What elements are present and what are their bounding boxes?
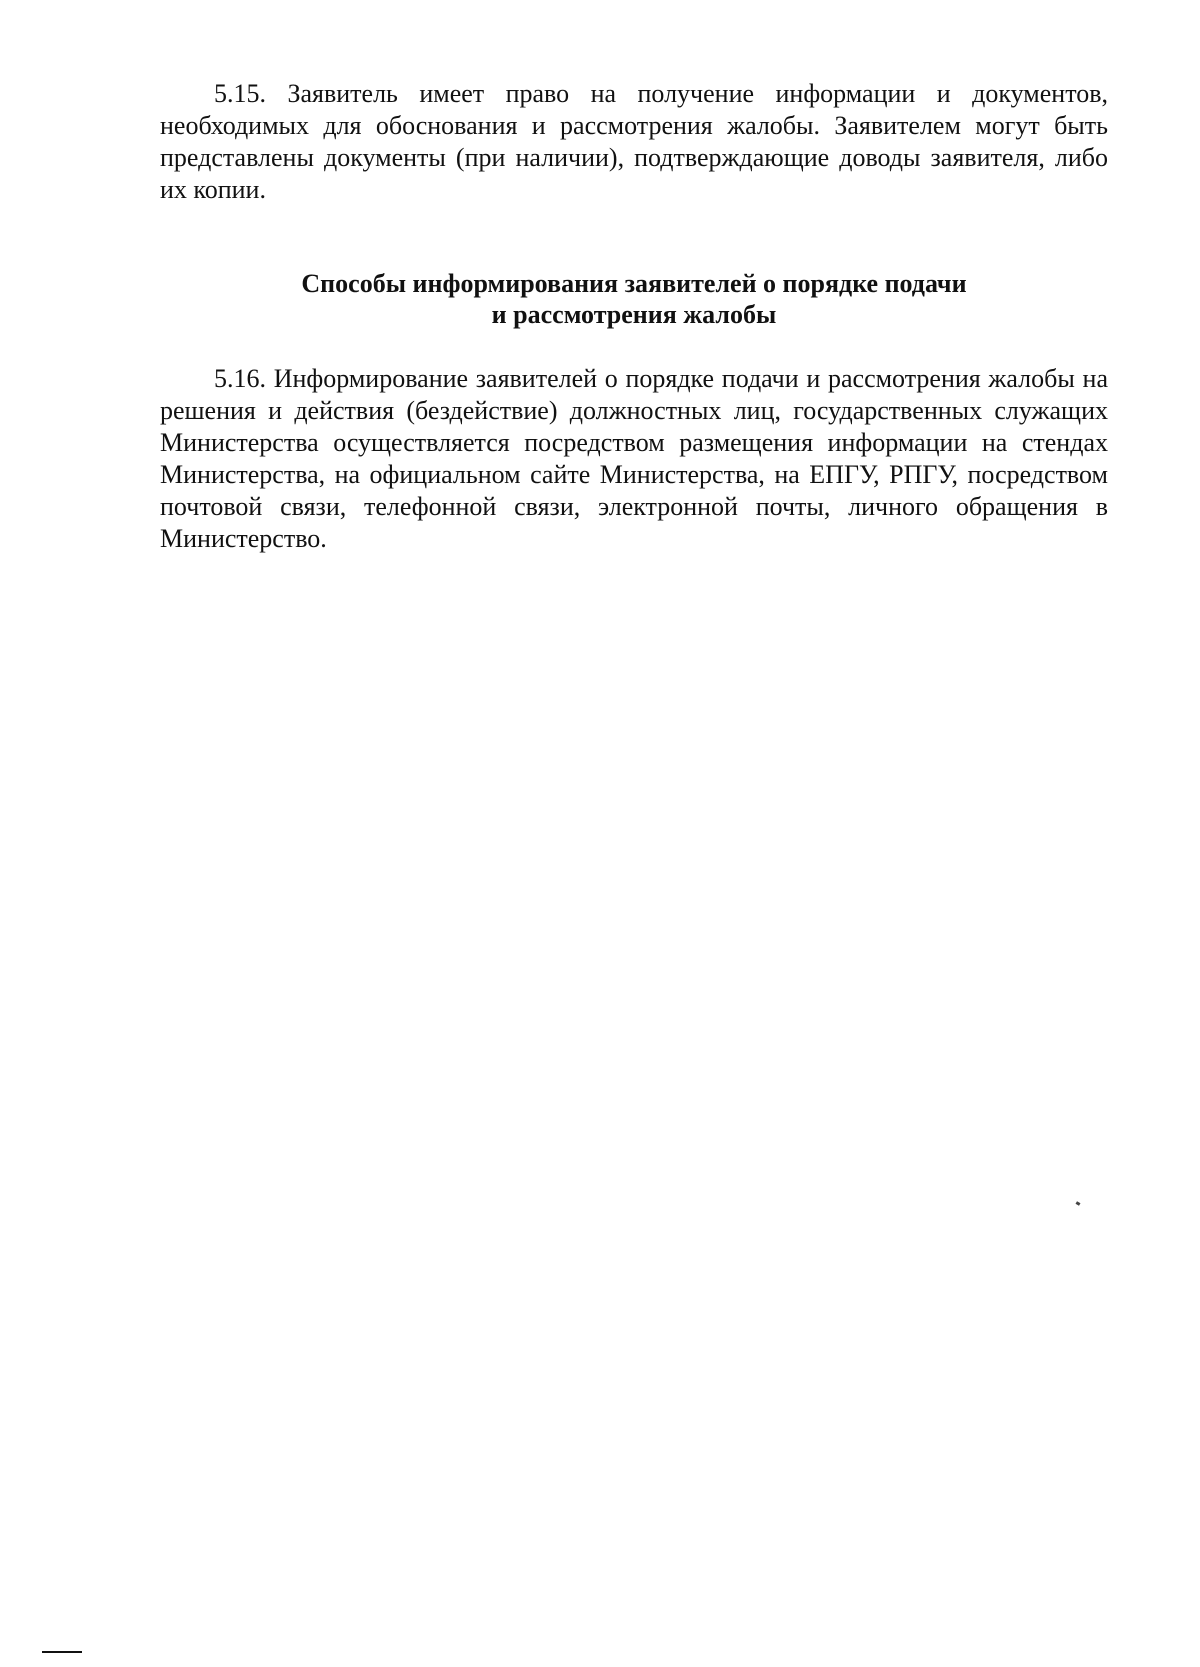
scan-speck bbox=[1076, 1201, 1081, 1206]
section-heading-line-2: и рассмотрения жалобы bbox=[491, 300, 777, 329]
footer-rule bbox=[42, 1651, 82, 1653]
paragraph-5-16: 5.16. Информирование заявителей о порядке подачи и рассмотрения жалобы на решения и действия (бездействие) должностных лиц, государственных служащих Министерства осуществляется посредством размещения информации на стендах Министерства, на официальном сайте Министерства, на ЕПГУ, РПГУ, посредством почтовой связи, телефонной связи, электронной почты, личного обращения в Министерство. bbox=[160, 364, 1108, 553]
section-heading bbox=[160, 268, 1108, 330]
paragraph-5-15: 5.15. Заявитель имеет право на получение информации и документов, необходимых для обоснования и рассмотрения жалобы. Заявителем могут быть представлены документы (при наличии), подтверждающие доводы заявителя, либо их копии. bbox=[160, 79, 1108, 204]
section-heading-line-1: Способы информирования заявителей о порядке подачи bbox=[301, 269, 967, 298]
